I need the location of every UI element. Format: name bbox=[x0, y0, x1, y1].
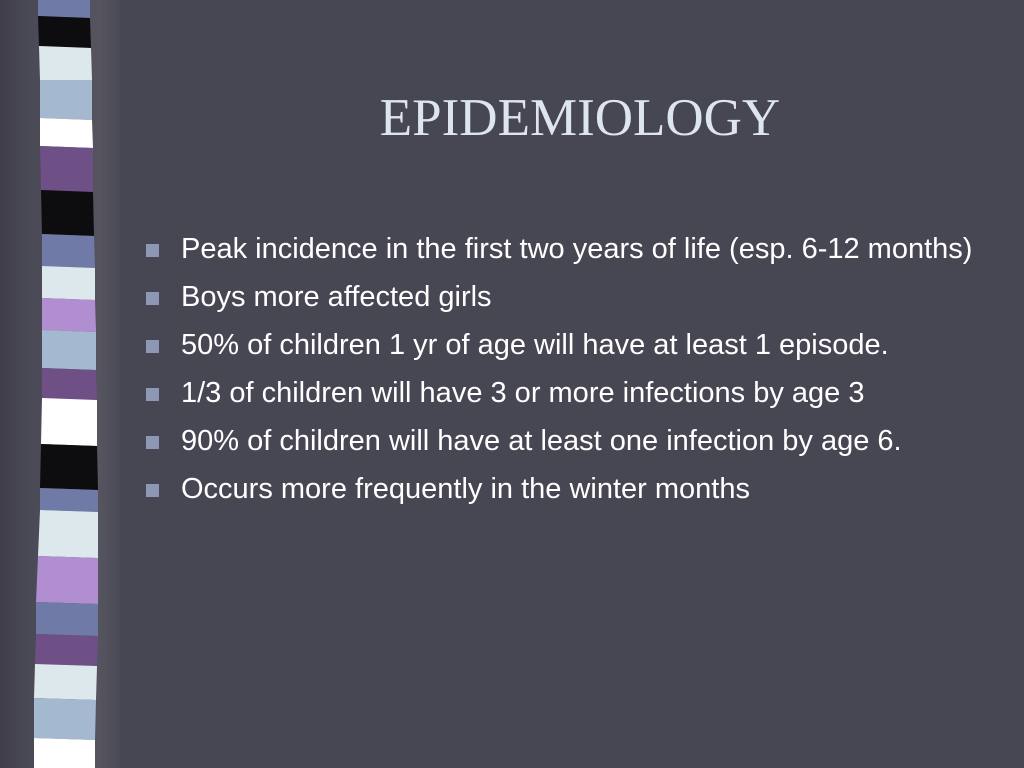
bullet-item bbox=[143, 228, 1003, 270]
bullet-text: 90% of children will have at least one infection by age 6. bbox=[181, 425, 902, 457]
square-bullet-icon bbox=[146, 484, 159, 497]
stripe bbox=[40, 80, 92, 120]
bullet-text: 50% of children 1 yr of age will have at least 1 episode. bbox=[181, 329, 889, 361]
stripe bbox=[34, 698, 96, 740]
stripe bbox=[38, 0, 90, 18]
bullet-text: 1/3 of children will have 3 or more infections by age 3 bbox=[181, 377, 865, 409]
bullet-text: Peak incidence in the first two years of life (esp. 6-12 months) bbox=[181, 233, 973, 265]
stripe bbox=[42, 368, 97, 400]
square-bullet-icon bbox=[146, 244, 159, 257]
stripe bbox=[36, 556, 98, 604]
stripe bbox=[41, 398, 97, 446]
stripe bbox=[38, 16, 91, 48]
stripe bbox=[34, 664, 97, 700]
bullet-list bbox=[143, 228, 1003, 516]
stripe bbox=[35, 634, 98, 666]
square-bullet-icon bbox=[146, 292, 159, 305]
stripe bbox=[38, 510, 98, 558]
square-bullet-icon bbox=[146, 388, 159, 401]
stripe bbox=[36, 602, 98, 636]
stripe bbox=[42, 234, 95, 268]
stripe bbox=[40, 444, 98, 490]
striped-ribbon-graphic bbox=[0, 0, 120, 768]
bullet-item bbox=[143, 372, 1003, 414]
stripe bbox=[42, 330, 96, 370]
stripe bbox=[39, 46, 92, 80]
stripe bbox=[42, 266, 95, 300]
bullet-item bbox=[143, 324, 1003, 366]
bullet-item bbox=[143, 468, 1003, 510]
bullet-text: Occurs more frequently in the winter months bbox=[181, 473, 750, 505]
stripe bbox=[42, 298, 96, 332]
slide-title: EPIDEMIOLOGY bbox=[379, 89, 781, 147]
bullet-text: Boys more affected girls bbox=[181, 281, 492, 313]
stripe bbox=[40, 488, 98, 512]
square-bullet-icon bbox=[146, 436, 159, 449]
decorative-stripe-column bbox=[0, 0, 120, 768]
bullet-item bbox=[143, 420, 1003, 462]
square-bullet-icon bbox=[146, 340, 159, 353]
stripe bbox=[40, 146, 93, 192]
stripe bbox=[41, 190, 94, 236]
stripe bbox=[34, 738, 95, 768]
stripe bbox=[40, 118, 93, 148]
bullet-item bbox=[143, 276, 1003, 318]
